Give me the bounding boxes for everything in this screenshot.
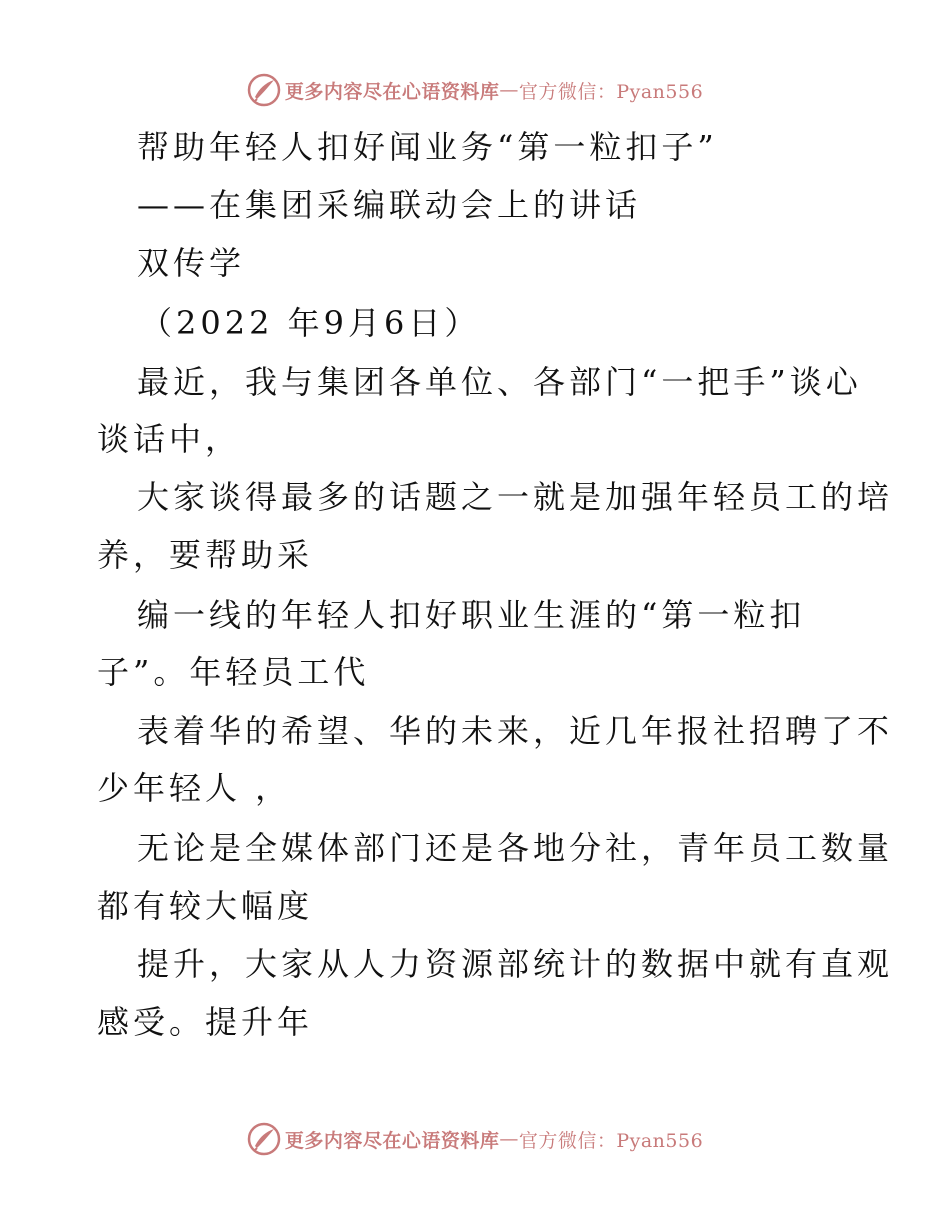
watermark-text: 更多内容尽在心语资料库: [284, 80, 500, 103]
body-line: 表着华的希望、华的未来，近几年报社招聘了不: [137, 712, 894, 750]
quill-logo-icon: [247, 73, 281, 107]
watermark-separator: —: [499, 79, 519, 101]
body-line: 提升，大家从人力资源部统计的数据中就有直观: [137, 945, 894, 983]
doc-title: 帮助年轻人扣好闻业务“第一粒扣子”: [137, 128, 718, 166]
footer-watermark: [0, 1119, 950, 1159]
header-watermark: [0, 70, 950, 110]
watermark-text: 更多内容尽在心语资料库: [284, 1129, 500, 1152]
body-line: 最近，我与集团各单位、各部门“一把手”谈心: [137, 363, 862, 401]
body-line: 谈话中，: [97, 420, 242, 458]
doc-author: 双传学: [137, 244, 246, 282]
quill-logo-icon: [247, 1122, 281, 1156]
body-line: 感受。提升年: [97, 1003, 314, 1041]
doc-subtitle: ——在集团采编联动会上的讲话: [137, 186, 642, 224]
body-line: 大家谈得最多的话题之一就是加强年轻员工的培: [137, 478, 894, 516]
body-line: 都有较大幅度: [97, 887, 314, 925]
body-line: 少年轻人 ，: [97, 769, 292, 807]
watermark-suffix: 官方微信：Pyan556: [518, 80, 704, 103]
watermark-separator: —: [499, 1128, 519, 1150]
watermark-suffix: 官方微信：Pyan556: [518, 1129, 704, 1152]
body-line: 编一线的年轻人扣好职业生涯的“第一粒扣: [137, 596, 806, 634]
body-line: 子”。年轻员工代: [97, 653, 370, 691]
body-line: 无论是全媒体部门还是各地分社，青年员工数量: [137, 829, 894, 867]
body-line: 养，要帮助采: [97, 536, 314, 574]
doc-date: （2022 年9月6日）: [140, 304, 481, 342]
